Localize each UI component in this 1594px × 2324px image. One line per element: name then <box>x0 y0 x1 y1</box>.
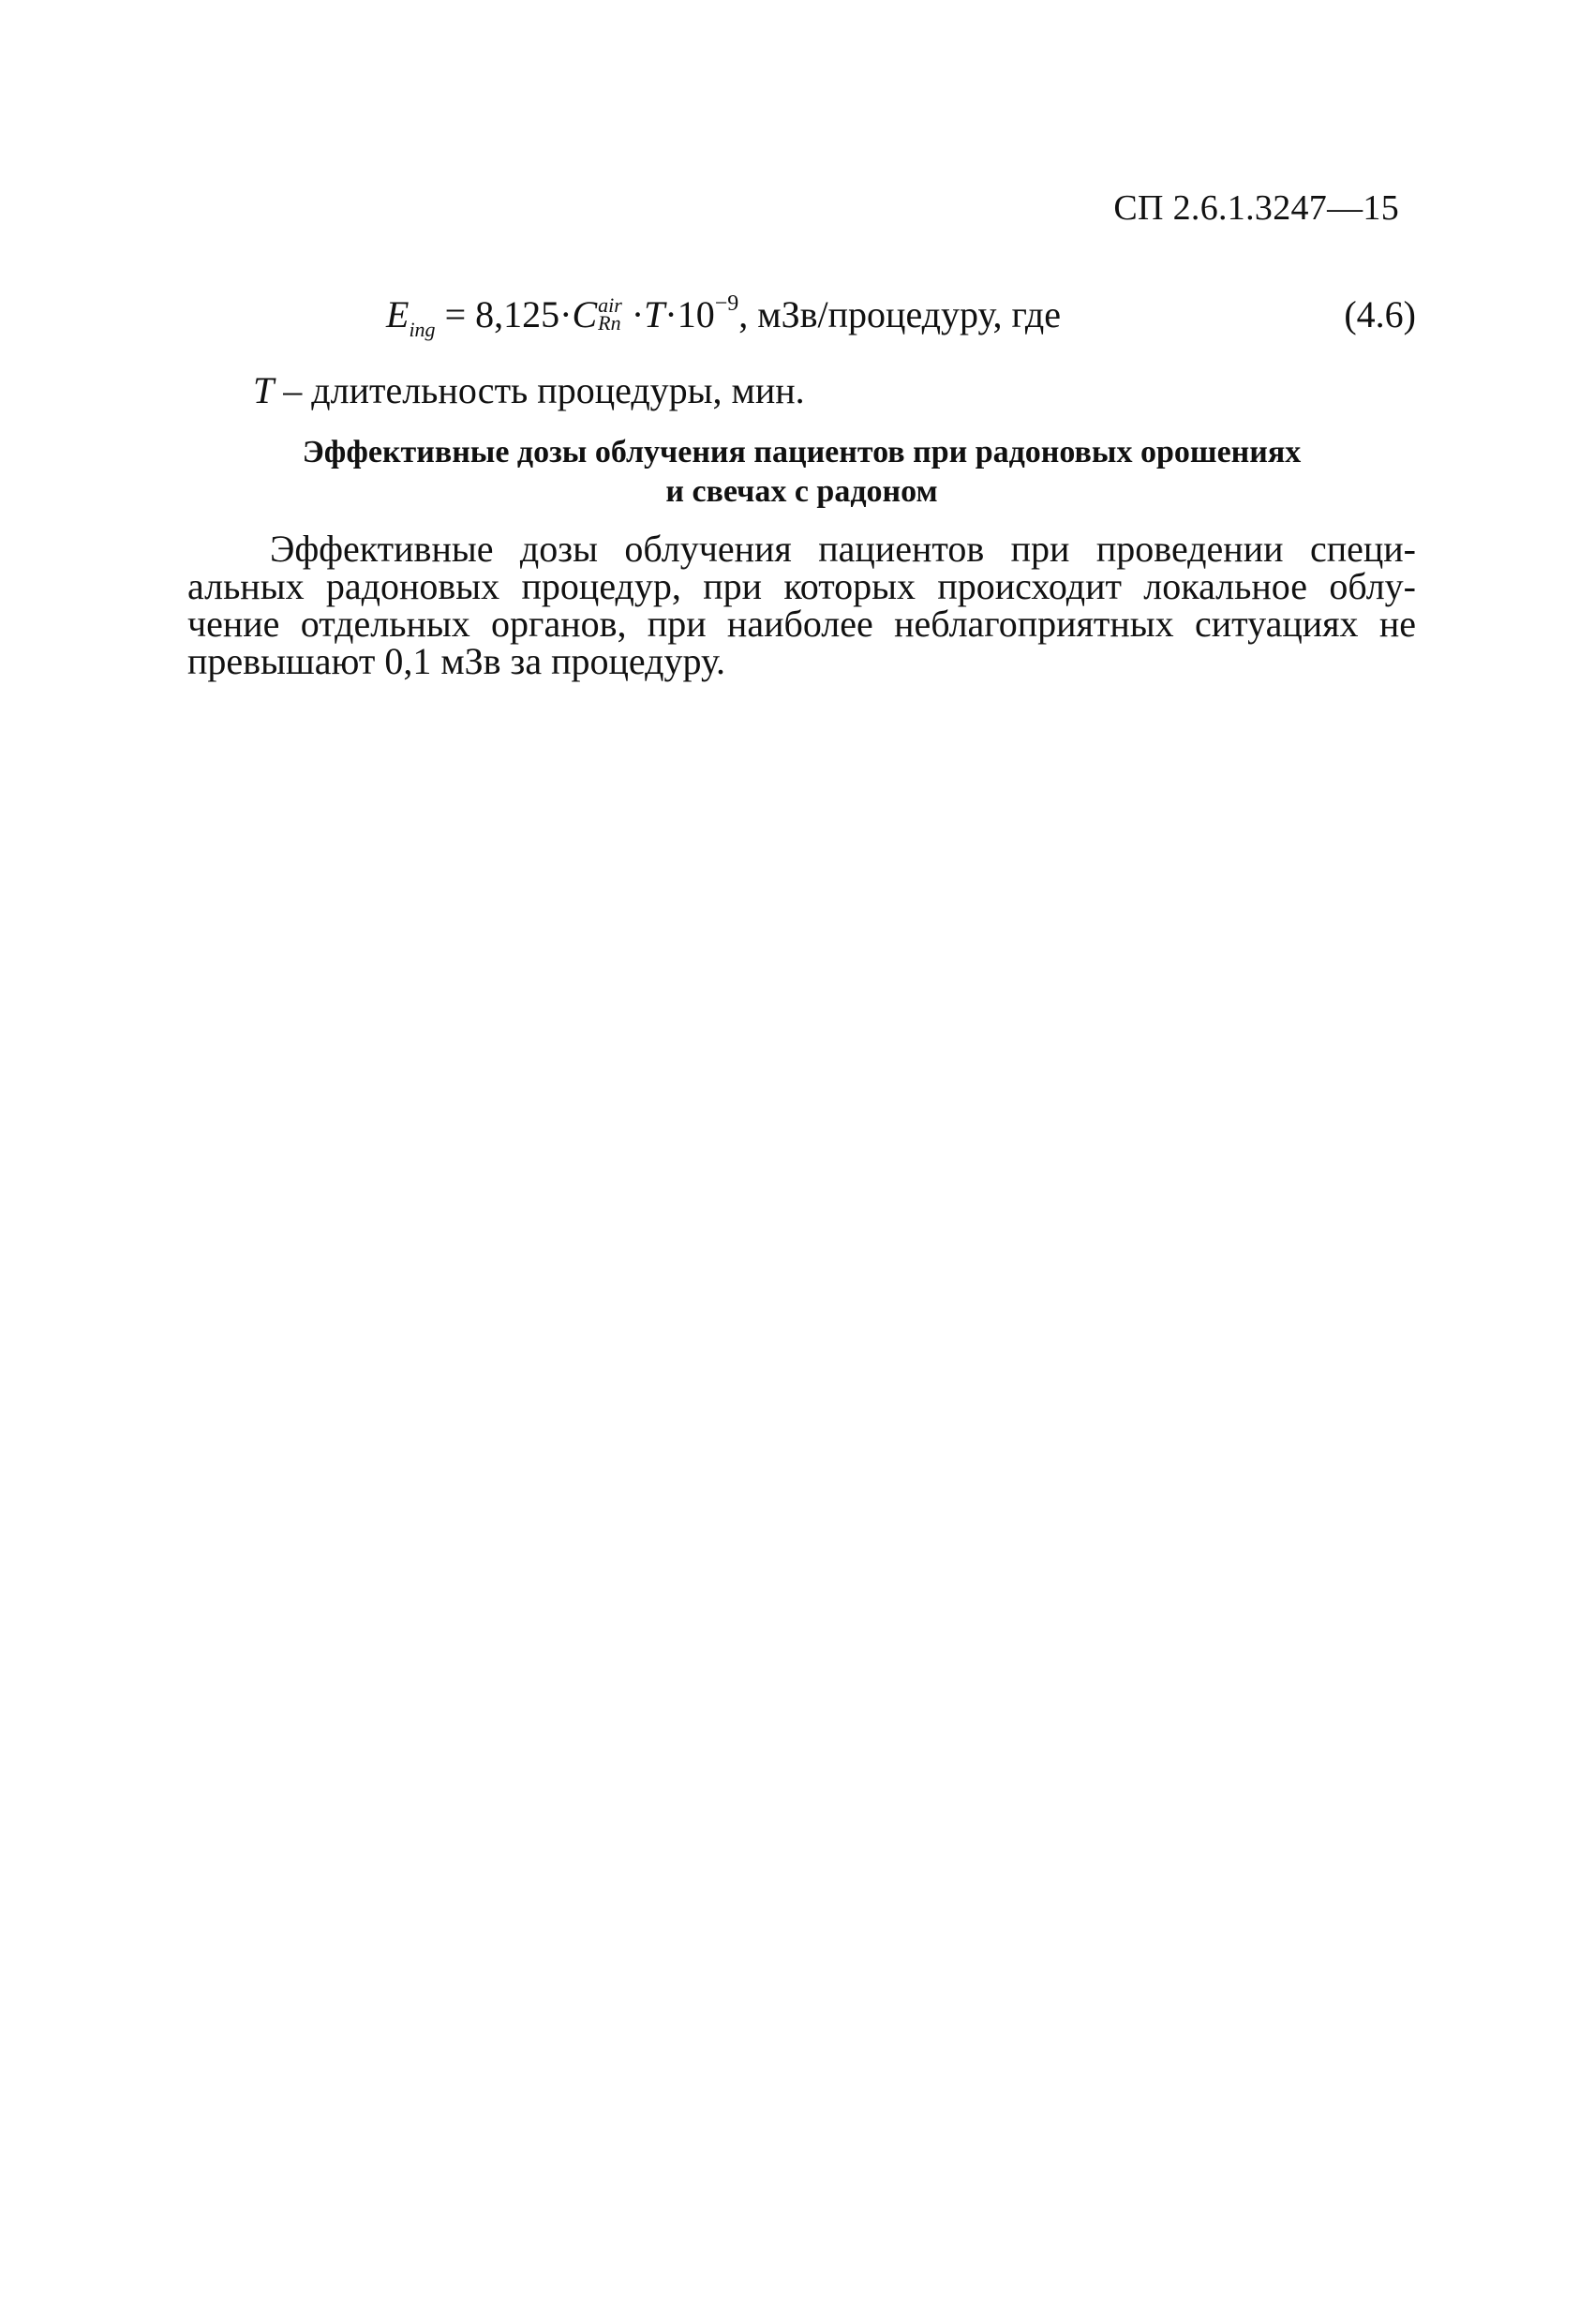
paragraph-line: чение отдельных органов, при наиболее неблагоприятных ситуациях не <box>187 603 1416 645</box>
formula-exponent: −9 <box>714 290 739 316</box>
formula-row <box>187 292 1416 349</box>
formula-times-ten: ·10 <box>664 293 715 335</box>
definition-text: – длительность процедуры, мин. <box>274 369 805 411</box>
formula-unit: , мЗв/процедуру, где <box>738 293 1062 335</box>
formula-t-var: T <box>644 293 665 335</box>
formula-c-sub: Rn <box>598 310 621 335</box>
heading-line: Эффективные дозы облучения пациентов при радоновых орошениях <box>302 435 1302 469</box>
formula-mid: · <box>621 293 645 335</box>
formula-c-var: C <box>572 293 598 335</box>
formula-lhs-var: E <box>386 293 410 335</box>
formula-c-scripts <box>598 293 622 335</box>
variable-definition <box>253 368 805 412</box>
section-heading <box>187 433 1416 512</box>
formula <box>386 290 1062 341</box>
heading-line: и свечах с радоном <box>665 474 938 509</box>
formula-number: (4.6) <box>1344 293 1416 335</box>
definition-var: T <box>253 369 275 411</box>
formula-c-sup: air <box>598 293 622 318</box>
formula-coefficient: = 8,125· <box>435 293 573 335</box>
formula-lhs-sub: ing <box>409 318 436 341</box>
paragraph-line: альных радоновых процедур, при которых происходит локальное облу- <box>187 565 1416 607</box>
paragraph-line: Эффективные дозы облучения пациентов при проведении специ- <box>270 528 1416 570</box>
paragraph-line: превышают 0,1 мЗв за процедуру. <box>187 640 725 682</box>
body-paragraph <box>187 530 1416 680</box>
document-code: СП 2.6.1.3247—15 <box>1113 188 1399 228</box>
